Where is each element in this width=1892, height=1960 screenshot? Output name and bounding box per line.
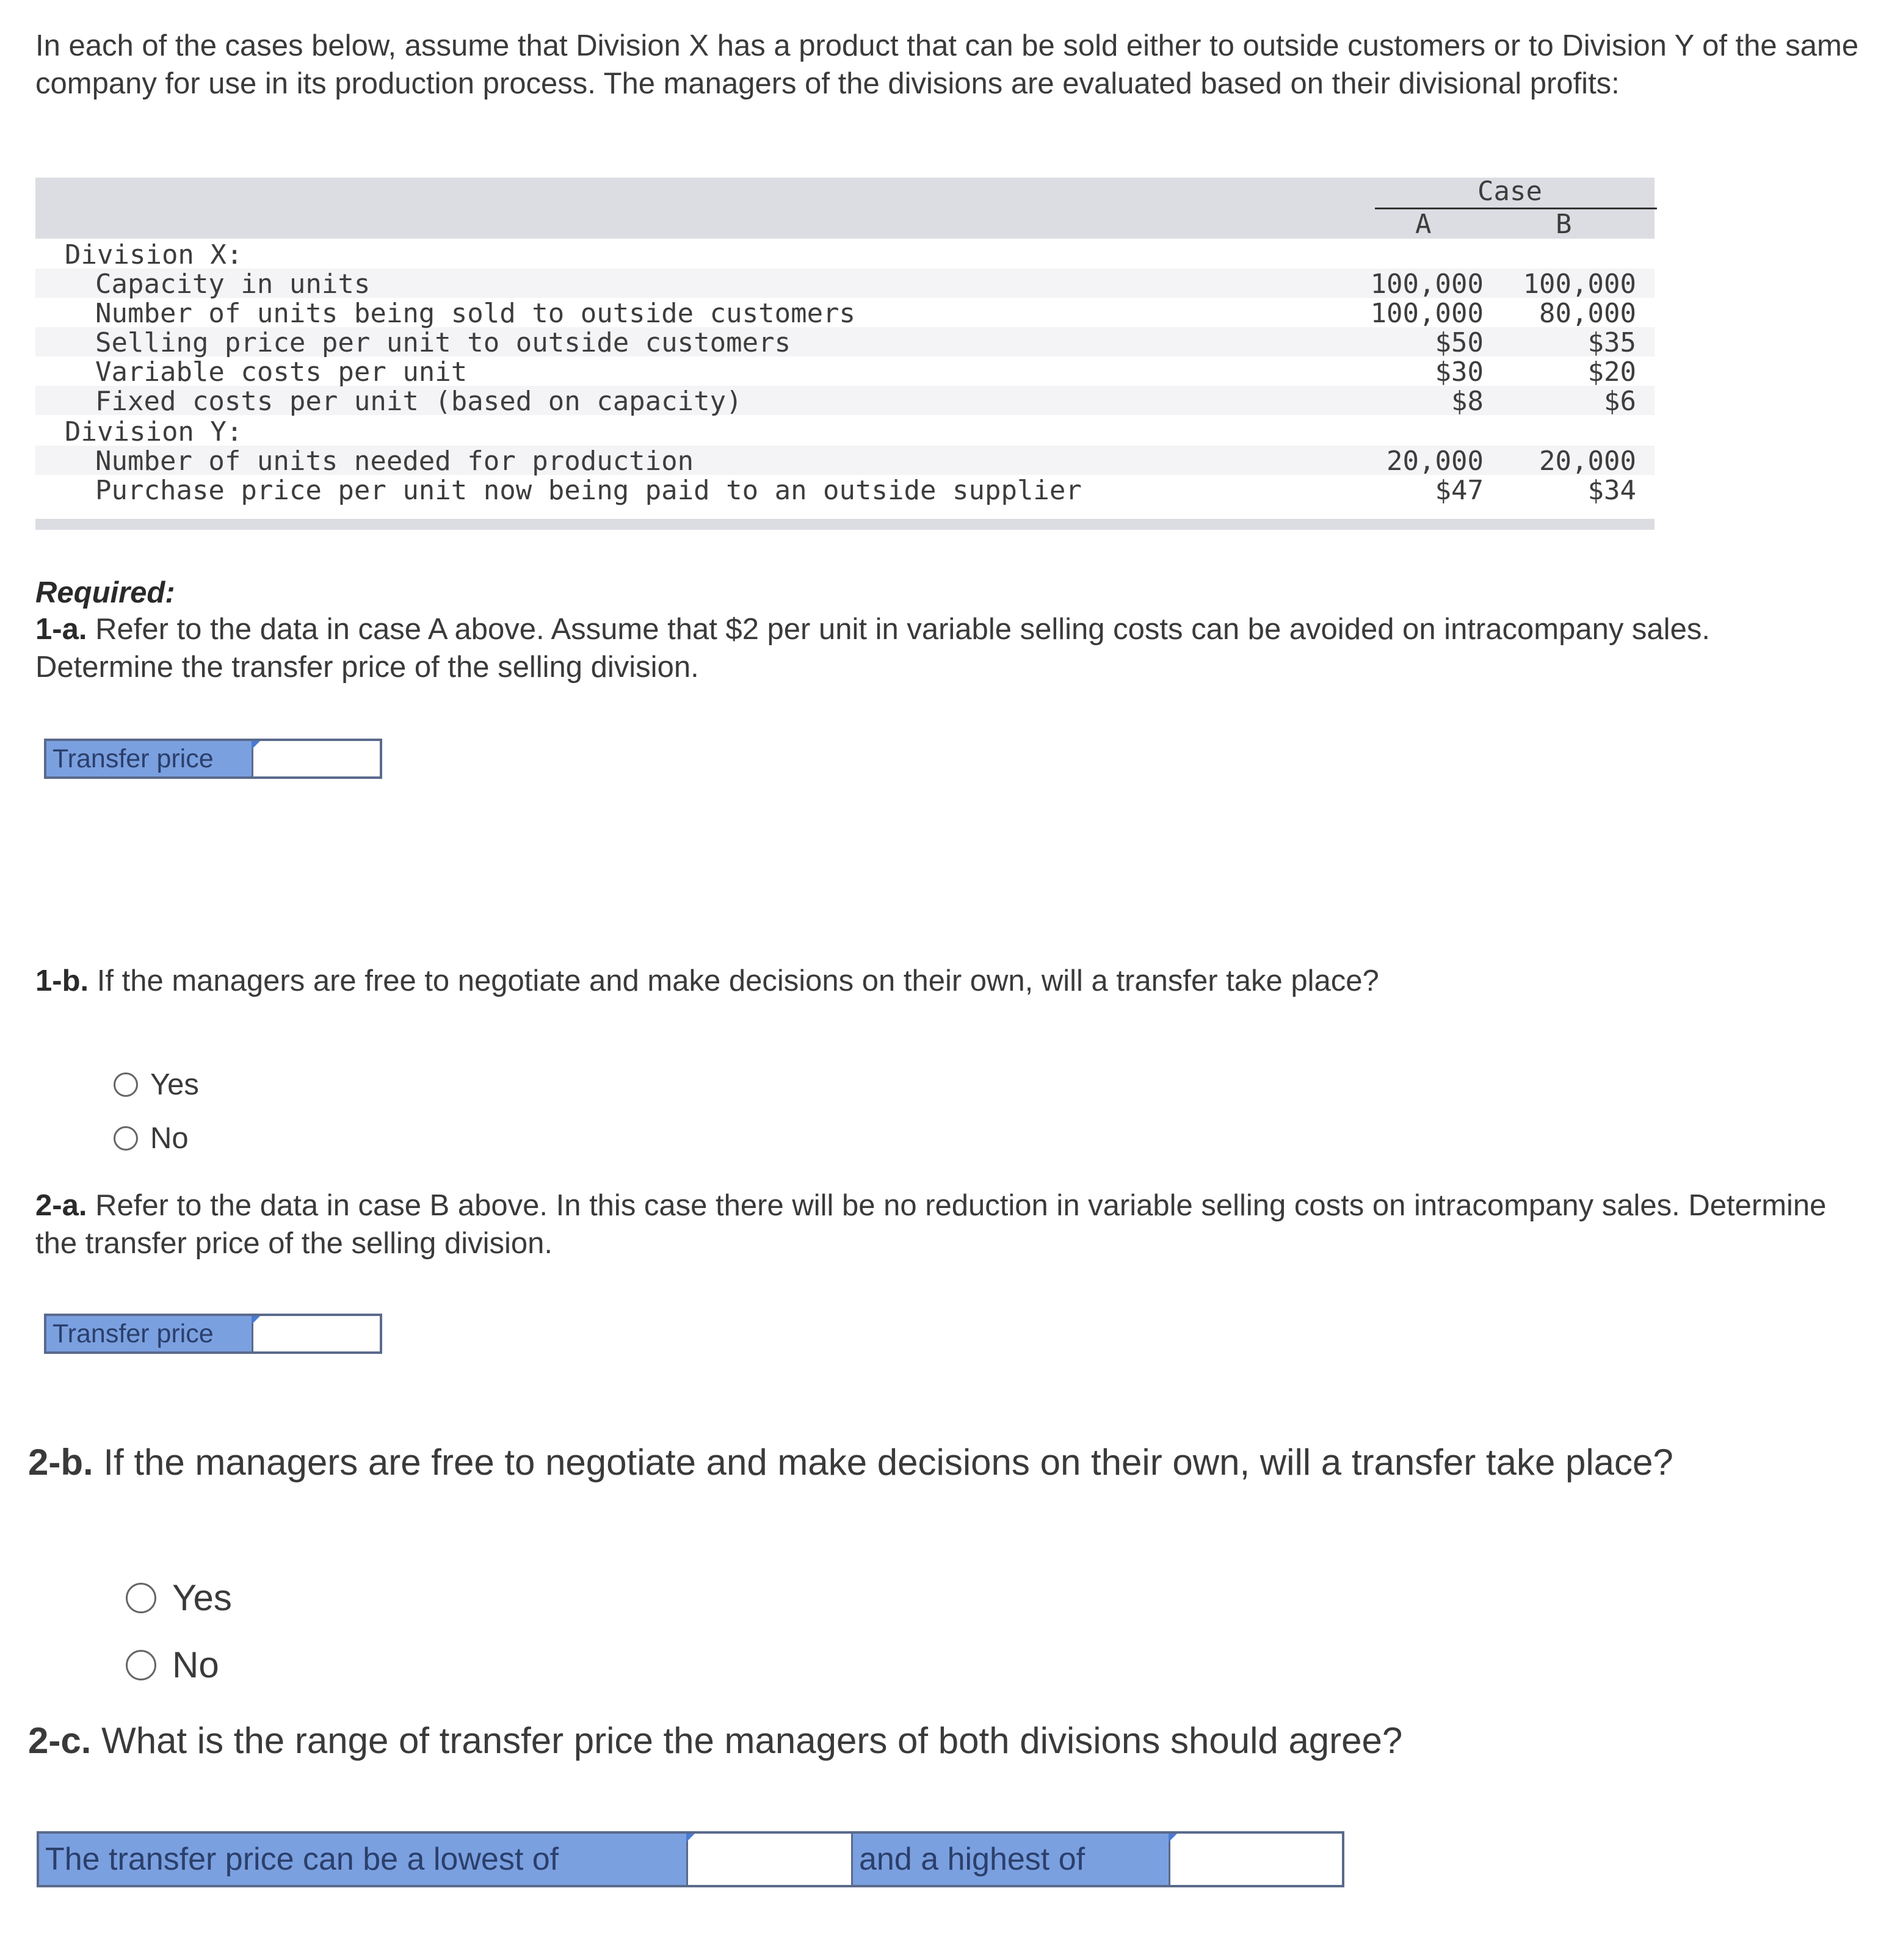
radio-circle-icon[interactable] [114, 1072, 138, 1097]
option-no-2b[interactable] [126, 1642, 219, 1688]
row-label: Capacity in units [95, 269, 371, 300]
row-label: Selling price per unit to outside customers [95, 327, 791, 358]
radio-circle-icon[interactable] [126, 1583, 156, 1613]
cell-b: $35 [1587, 327, 1636, 358]
option-label: No [150, 1122, 189, 1155]
cell-b: $20 [1587, 356, 1636, 388]
question-2a [35, 1187, 1836, 1262]
option-yes-2b[interactable] [126, 1575, 232, 1621]
radio-circle-icon[interactable] [114, 1126, 138, 1151]
question-text: Refer to the data in case B above. In this case there will be no reduction in variable selling costs on intracompany sales. Determine the transfer price of the selling division. [35, 1189, 1827, 1260]
transfer-price-2a-input[interactable] [252, 1316, 380, 1351]
lowest-price-input[interactable] [686, 1834, 851, 1885]
question-1a [35, 610, 1836, 686]
option-yes-1b[interactable] [114, 1066, 199, 1104]
question-text: If the managers are free to negotiate and make decisions on their own, will a transfer take place? [96, 964, 1379, 997]
question-1b [35, 962, 1836, 1000]
input-flag-icon [1169, 1834, 1177, 1842]
cell-a: $47 [1435, 475, 1484, 506]
row-label: Number of units needed for production [95, 446, 694, 477]
cell-a: 100,000 [1370, 298, 1484, 329]
cell-b: $34 [1587, 475, 1636, 506]
input-flag-icon [252, 1316, 260, 1325]
input-flag-icon [252, 741, 260, 750]
question-2c [28, 1718, 1860, 1764]
cell-a: $8 [1451, 386, 1484, 417]
transfer-price-label: Transfer price [46, 741, 252, 776]
cell-a: $50 [1435, 327, 1484, 358]
row-label: Purchase price per unit now being paid to an outside supplier [95, 475, 1082, 506]
highest-price-input[interactable] [1169, 1834, 1342, 1885]
cell-b: $6 [1604, 386, 1636, 417]
option-label: Yes [172, 1577, 232, 1618]
transfer-range-row [37, 1831, 1344, 1887]
division-x-label: Division X: [65, 239, 243, 270]
question-text: What is the range of transfer price the managers of both divisions should agree? [101, 1720, 1403, 1761]
question-text: Refer to the data in case A above. Assume that $2 per unit in variable selling costs can be avoided on intracompany sales. Determine the transfer price of the selling division. [35, 613, 1710, 684]
transfer-price-1a-input[interactable] [252, 741, 380, 776]
cell-a: $30 [1435, 356, 1484, 388]
required-heading: Required: [35, 576, 175, 609]
case-header: Case [1477, 176, 1542, 207]
radio-circle-icon[interactable] [126, 1650, 156, 1680]
highest-label: and a highest of [851, 1834, 1169, 1885]
question-number: 2-c. [28, 1720, 92, 1761]
table-footer-band [35, 519, 1655, 530]
cell-a: 100,000 [1370, 269, 1484, 300]
question-number: 1-a. [35, 613, 87, 646]
cell-b: 100,000 [1523, 269, 1636, 300]
row-label: Fixed costs per unit (based on capacity) [95, 386, 742, 417]
question-2b [28, 1439, 1860, 1486]
intro-text: In each of the cases below, assume that Division X has a product that can be sold either to outside customers or to Division Y of the same company for use in its production process. The managers of the divisions are evaluated based on their divisional profits: [35, 29, 1859, 100]
cell-a: 20,000 [1386, 446, 1484, 477]
division-y-label: Division Y: [65, 416, 243, 447]
question-number: 2-b. [28, 1442, 93, 1483]
col-a-header: A [1415, 209, 1432, 240]
question-number: 1-b. [35, 964, 89, 997]
option-label: No [172, 1644, 219, 1685]
question-text: If the managers are free to negotiate and make decisions on their own, will a transfer take place? [103, 1442, 1673, 1483]
transfer-price-1a-row [44, 739, 382, 779]
cell-b: 20,000 [1539, 446, 1636, 477]
row-label: Number of units being sold to outside customers [95, 298, 856, 329]
option-label: Yes [150, 1068, 199, 1101]
transfer-price-2a-row [44, 1314, 382, 1354]
input-flag-icon [686, 1834, 695, 1842]
row-label: Variable costs per unit [95, 356, 468, 388]
col-b-header: B [1556, 209, 1572, 240]
transfer-price-label: Transfer price [46, 1316, 252, 1351]
question-number: 2-a. [35, 1189, 87, 1222]
option-no-1b[interactable] [114, 1119, 189, 1157]
cell-b: 80,000 [1539, 298, 1636, 329]
lowest-label: The transfer price can be a lowest of [39, 1834, 686, 1885]
